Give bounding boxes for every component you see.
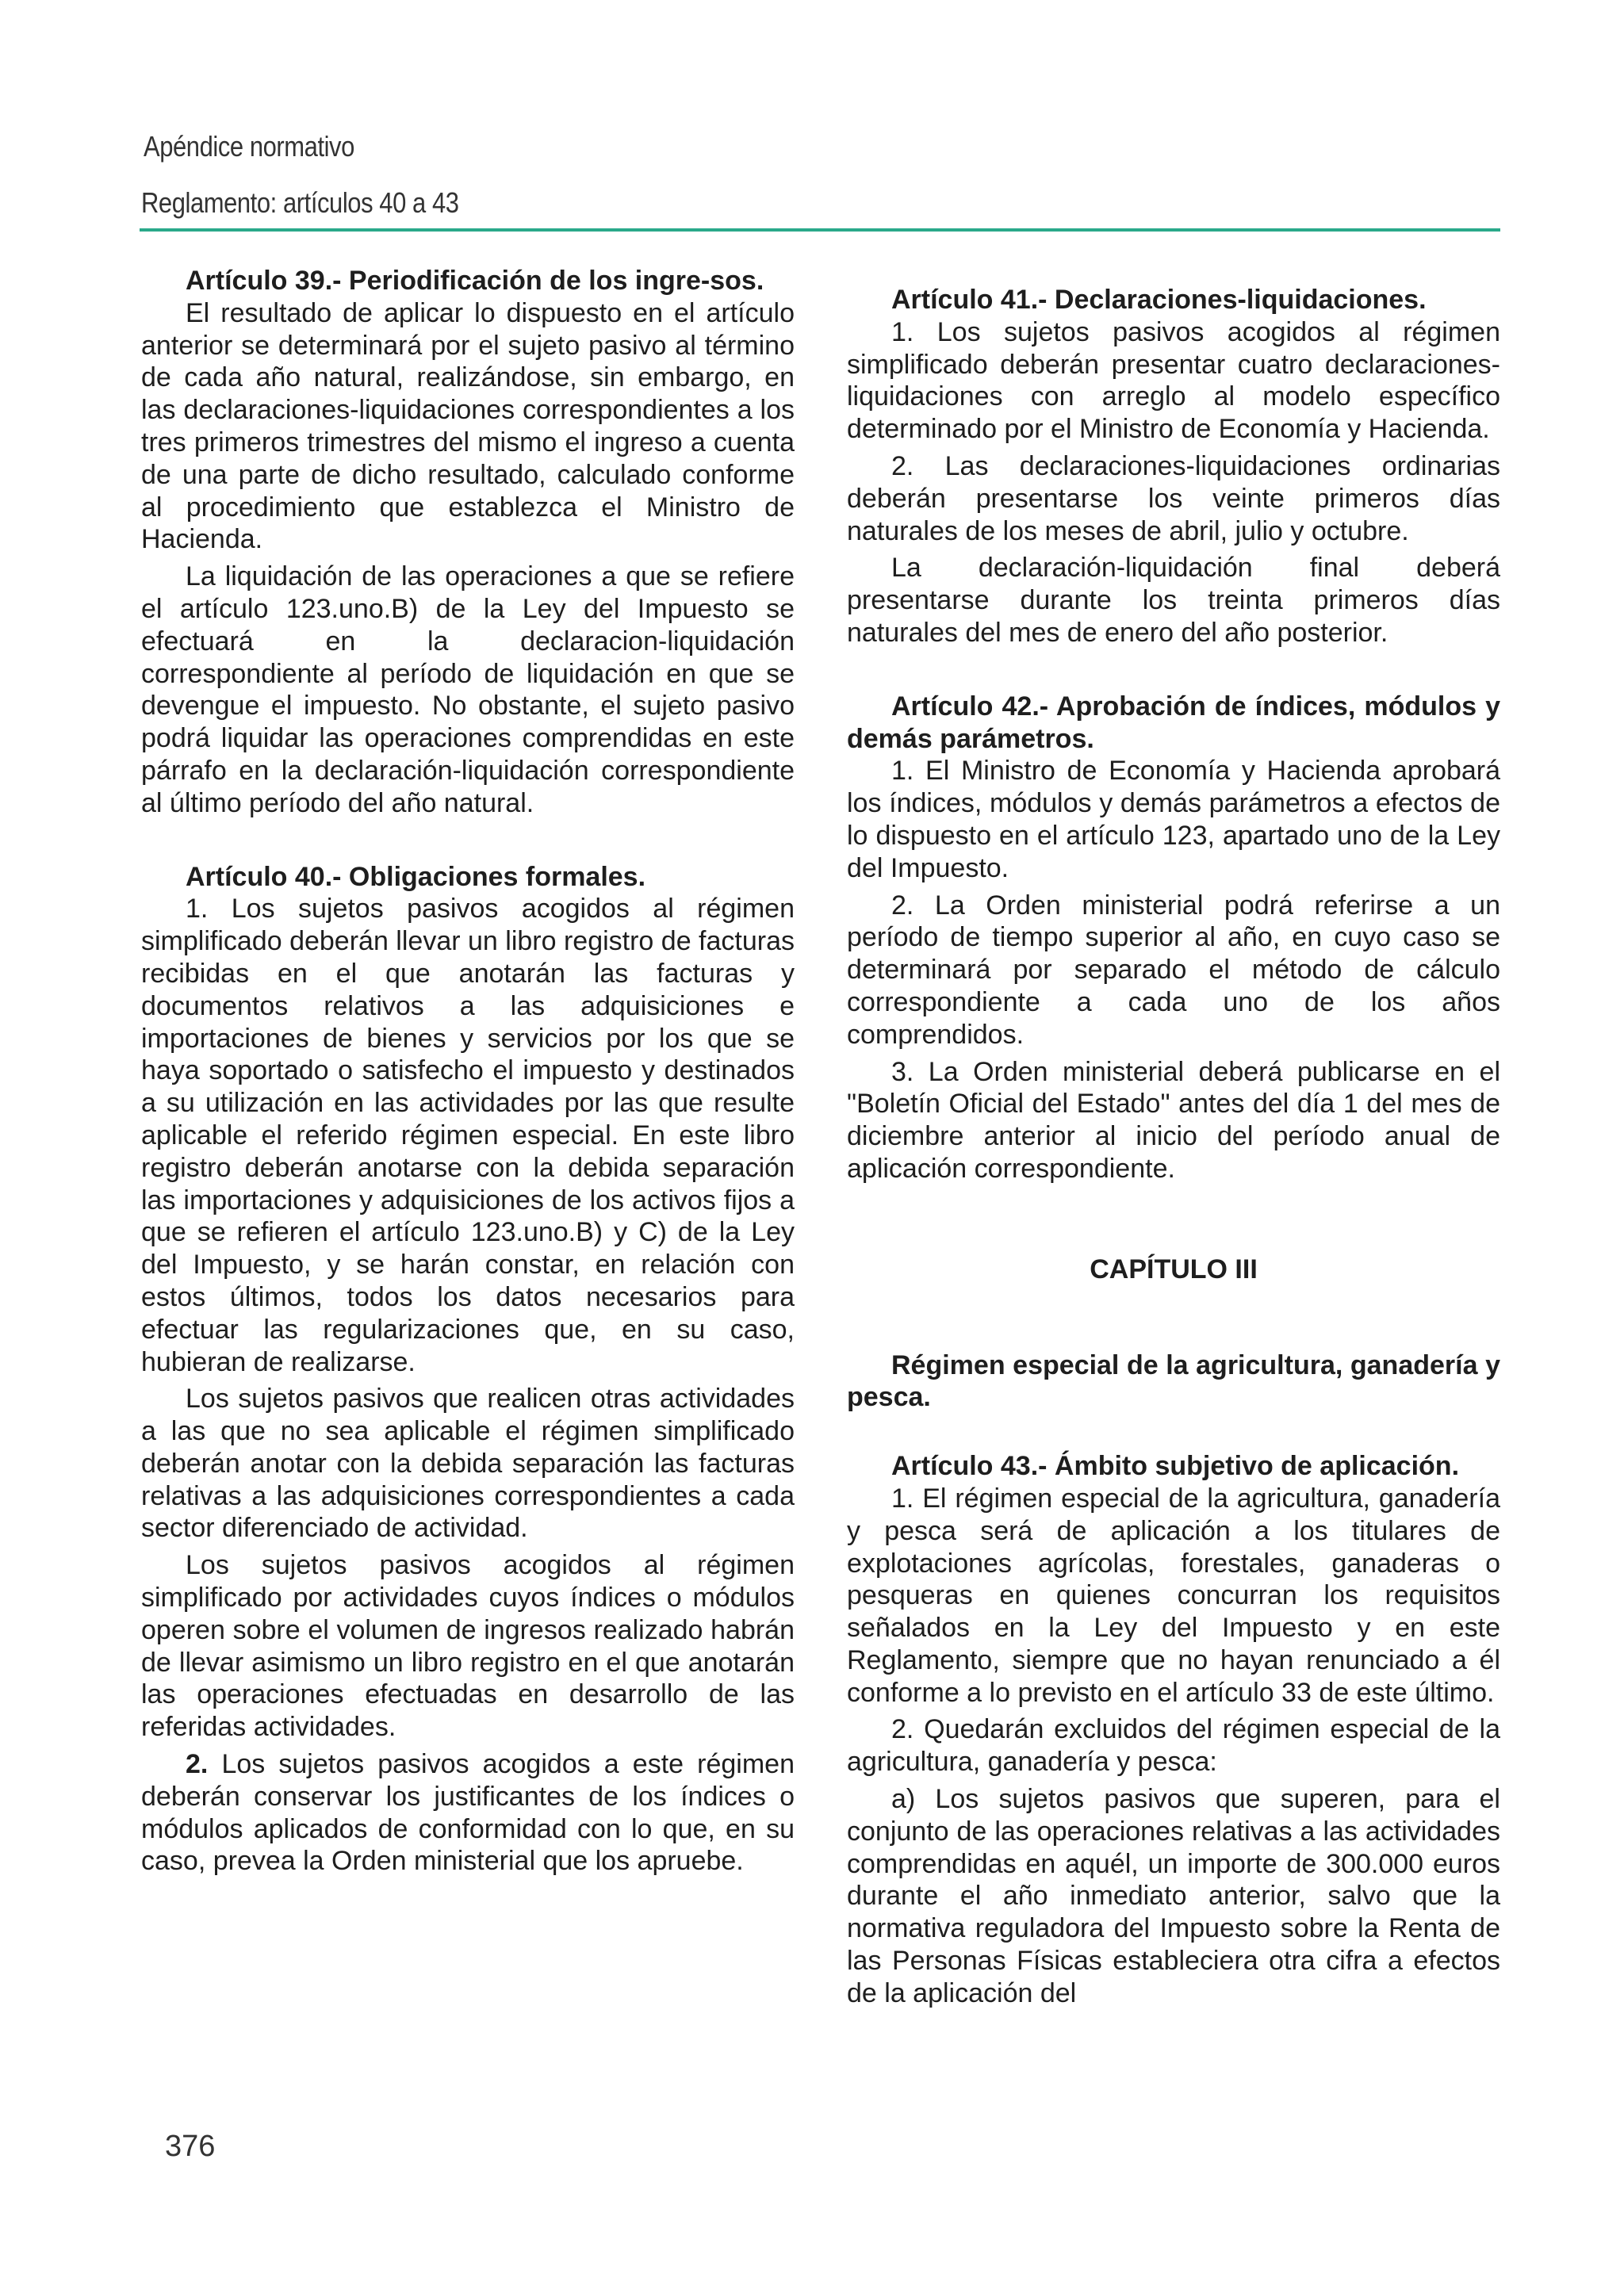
- article-39-paragraph-2: La liquidación de las operaciones a que se refiere el artículo 123.uno.B) de la Ley del Impuesto se efectuará en la declaracion-liquidación correspondiente al período de liquidación en que se devengue el impuesto. No obstante, el sujeto pasivo podrá liquidar las operaciones comprendidas en este párrafo en la declaración-liquidación correspondiente al último período del año natural.: [141, 561, 795, 818]
- article-40-paragraph-3: Los sujetos pasivos acogidos al régimen simplificado por actividades cuyos índices o módulos operen sobre el volumen de ingresos realizado habrán de llevar asimismo un libro registro en el que anotarán las operaciones efectuadas en desarrollo de las referidas actividades.: [141, 1550, 795, 1743]
- article-40-paragraph-2: Los sujetos pasivos que realicen otras actividades a las que no sea aplicable el régimen simplificado deberán anotar con la debida separación las facturas relativas a las adquisiciones correspondientes a cada sector diferenciado de actividad.: [141, 1384, 795, 1544]
- chapter-heading: CAPÍTULO III: [1090, 1254, 1258, 1284]
- running-header-section: Apéndice normativo: [144, 130, 354, 163]
- article-42-paragraph-3: 3. La Orden ministerial deberá publicarse en el "Boletín Oficial del Estado" antes del día 1 del mes de diciembre anterior al inicio del período anual de aplicación correspondiente.: [847, 1056, 1500, 1184]
- article-42-paragraph-2: 2. La Orden ministerial podrá referirse a un período de tiempo superior al año, en cuyo caso se determinará por separado el método de cálculo correspondiente a cada uno de los años comprendidos.: [847, 890, 1500, 1050]
- page-number: 376: [165, 2130, 216, 2163]
- spacer: [847, 654, 1500, 691]
- article-42-paragraph-1: 1. El Ministro de Economía y Hacienda aprobará los índices, módulos y demás parámetros a efectos de lo dispuesto en el artículo 123, apartado uno de la Ley del Impuesto.: [847, 756, 1500, 883]
- article-42-title: Artículo 42.- Aprobación de índices, módulos y demás parámetros.: [847, 691, 1500, 754]
- article-41-paragraph-3: La declaración-liquidación final deberá presentarse durante los treinta primeros días naturales del mes de enero del año posterior.: [847, 553, 1500, 648]
- article-40-paragraph-4-number: 2.: [186, 1749, 209, 1780]
- chapter-title: Régimen especial de la agricultura, ganadería y pesca.: [847, 1349, 1500, 1413]
- spacer: [847, 265, 1500, 284]
- article-40-paragraph-4-text: Los sujetos pasivos acogidos a este régimen deberán conservar los justificantes de los índices o módulos aplicados de conformidad con lo que, en su caso, prevea la Orden ministerial que los apruebe.: [141, 1749, 795, 1877]
- article-43-paragraph-3: a) Los sujetos pasivos que superen, para el conjunto de las operaciones relativas a las actividades comprendidas en aquél, un importe de 300.000 euros durante el año inmediato anterior, salvo que la normativa reguladora del Impuesto sobre la Renta de las Personas Físicas estableciera otra cifra a efectos de la aplicación del: [847, 1784, 1500, 2008]
- article-39-paragraph-1: El resultado de aplicar lo dispuesto en el artículo anterior se determinará por el sujeto pasivo al término de cada año natural, realizándose, sin embargo, en las declaraciones-liquidaciones correspondientes a los tres primeros trimestres del mismo el ingreso a cuenta de una parte de dicho resultado, calculado conforme al procedimiento que establezca el Ministro de Hacienda.: [141, 297, 795, 555]
- article-40-title: Artículo 40.- Obligaciones formales.: [186, 861, 646, 892]
- article-40-paragraph-4: [141, 1748, 795, 1878]
- article-41-paragraph-1: 1. Los sujetos pasivos acogidos al régimen simplificado deberán presentar cuatro declaraciones-liquidaciones con arreglo al modelo específico determinado por el Ministro de Economía y Hacienda.: [847, 316, 1500, 445]
- article-39-title: Artículo 39.- Periodificación de los ingre-sos.: [186, 266, 764, 296]
- spacer: [847, 1414, 1500, 1450]
- spacer: [847, 1190, 1500, 1254]
- article-43-paragraph-1: 1. El régimen especial de la agricultura, ganadería y pesca será de aplicación a los titulares de explotaciones agrícolas, forestales, ganaderas o pesqueras en quienes concurran los requisitos señalados en la Ley del Impuesto y en este Reglamento, siempre que no hayan renunciado a él conforme a lo previsto en el artículo 33 de este último.: [847, 1483, 1500, 1708]
- article-41-paragraph-2: 2. Las declaraciones-liquidaciones ordinarias deberán presentarse los veinte primeros días naturales de los meses de abril, julio y octubre.: [847, 450, 1500, 546]
- article-40-paragraph-1: 1. Los sujetos pasivos acogidos al régimen simplificado deberán llevar un libro registro de facturas recibidas en el que anotarán las facturas y documentos relativos a las adquisiciones e importaciones de bienes y servicios por los que se haya soportado o satisfecho el impuesto y destinados a su utilización en las actividades por las que resulte aplicable el referido régimen especial. En este libro registro deberán anotarse con la debida separación las importaciones y adquisiciones de los activos fijos a que se refieren el artículo 123.uno.B) y C) de la Ley del Impuesto, y se harán constar, en relación con estos últimos, todos los datos necesarios para efectuar las regularizaciones que, en su caso, hubieran de realizarse.: [141, 894, 795, 1377]
- spacer: [141, 825, 795, 861]
- running-header-subsection: Reglamento: artículos 40 a 43: [141, 186, 459, 219]
- right-column: [847, 265, 1500, 2015]
- article-41-title: Artículo 41.- Declaraciones-liquidaciones.: [891, 285, 1427, 315]
- header-rule: [140, 228, 1500, 232]
- left-column: [141, 265, 795, 1882]
- spacer: [847, 1286, 1500, 1349]
- article-43-paragraph-2: 2. Quedarán excluidos del régimen especial de la agricultura, ganadería y pesca:: [847, 1714, 1500, 1778]
- article-43-title: Artículo 43.- Ámbito subjetivo de aplicación.: [891, 1451, 1460, 1482]
